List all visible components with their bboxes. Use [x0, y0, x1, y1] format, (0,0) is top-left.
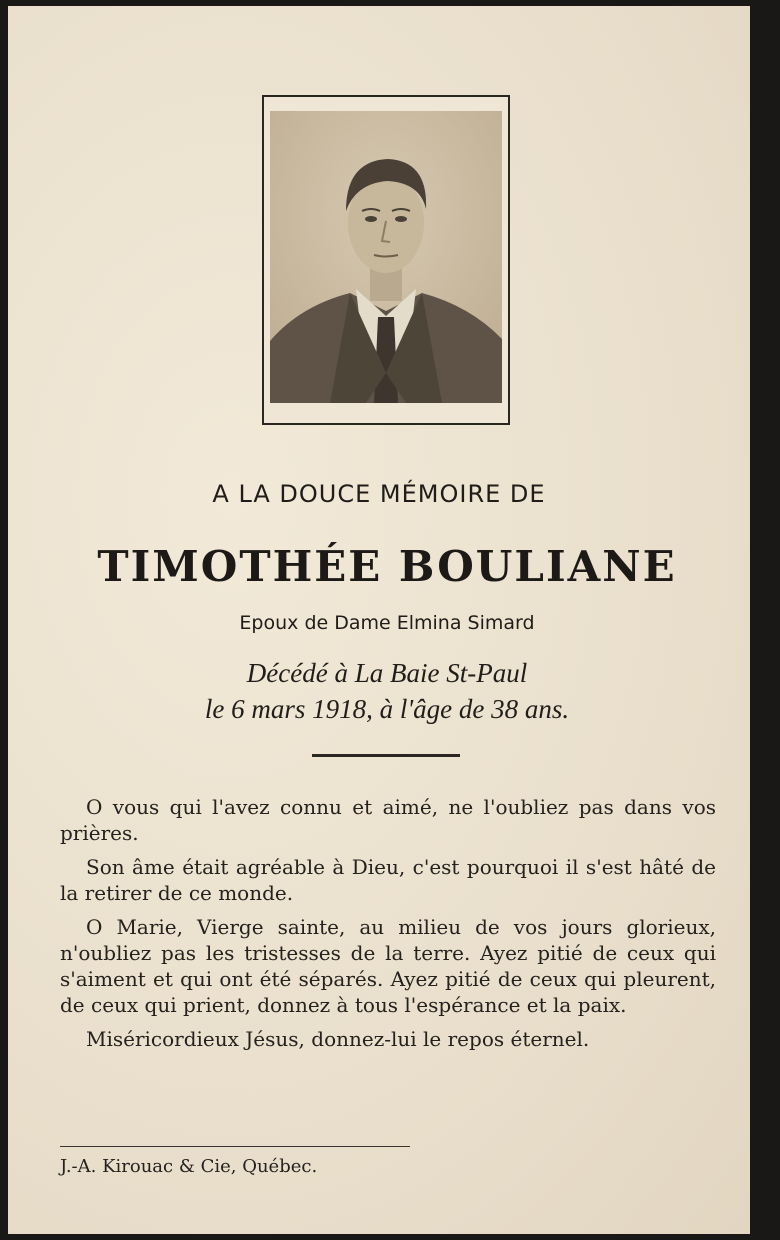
portrait-frame	[262, 95, 510, 425]
footer-rule	[60, 1146, 410, 1147]
death-place: Décédé à La Baie St-Paul	[246, 658, 528, 688]
prayer-paragraph: Miséricordieux Jésus, donnez-lui le repos éternel.	[86, 1027, 590, 1051]
spouse-line: Epoux de Dame Elmina Simard	[239, 612, 535, 634]
prayer-paragraph: O Marie, Vierge sainte, au milieu de vos jours glorieux, n'oubliez pas les tristesses de la terre. Ayez pitié de ceux qui s'aiment et qui ont été séparés. Ayez pitié de ceux qui pleurent, de ceux qui prient, donnez à tous l'espérance et la paix.	[60, 915, 716, 1017]
portrait-illustration	[270, 111, 502, 403]
printer-credit: J.-A. Kirouac & Cie, Québec.	[60, 1156, 318, 1177]
prayer-paragraph: Son âme était agréable à Dieu, c'est pourquoi il s'est hâté de la retirer de ce monde.	[60, 855, 716, 905]
divider-rule	[312, 754, 460, 757]
prayer-paragraph: O vous qui l'avez connu et aimé, ne l'oubliez pas dans vos prières.	[60, 795, 716, 845]
memorial-heading: A LA DOUCE MÉMOIRE DE	[212, 480, 546, 508]
deceased-name: TIMOTHÉE BOULIANE	[97, 542, 677, 591]
memorial-card	[8, 6, 750, 1234]
death-date: le 6 mars 1918, à l'âge de 38 ans.	[204, 694, 570, 724]
portrait-photo	[270, 111, 502, 403]
prayer-text	[60, 794, 716, 1060]
